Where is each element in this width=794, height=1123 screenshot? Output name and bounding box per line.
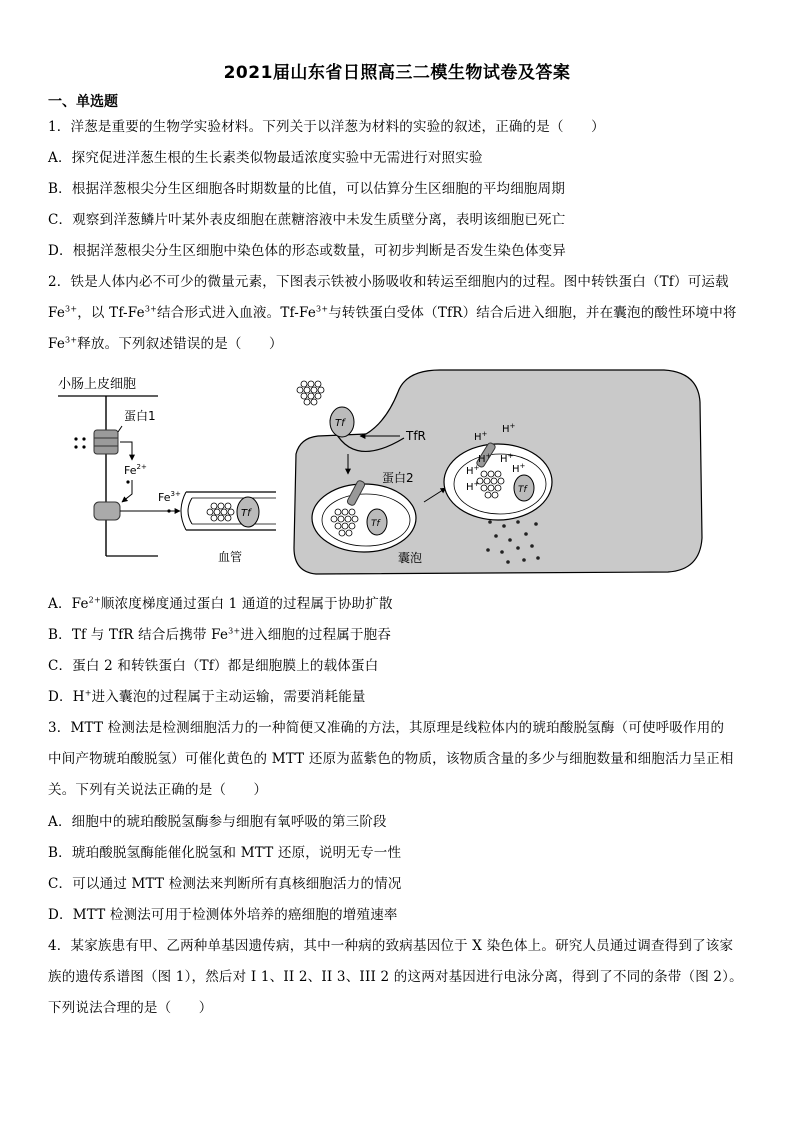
q2-option-d: D．H+进入囊泡的过程属于主动运输，需要消耗能量 — [48, 688, 366, 705]
q1-option-d: D．根据洋葱根尖分生区细胞中染色体的形态或数量，可初步判断是否发生染色体变异 — [48, 243, 566, 259]
q2-option-c: C．蛋白 2 和转铁蛋白（Tf）都是细胞膜上的载体蛋白 — [48, 658, 379, 674]
label-protein2: 蛋白2 — [382, 471, 414, 485]
q3-option-c: C．可以通过 MTT 检测法来判断所有真核细胞活力的情况 — [48, 876, 402, 892]
q2-stem-line3: $Fe^{3+}$释放。下列叙述错误的是（ ） — [48, 335, 283, 352]
label-tf-bound: Tf — [335, 418, 345, 429]
iron-transport-figure — [48, 362, 748, 582]
label-fe2: $Fe^{2+}$ — [124, 463, 147, 477]
svg-text:H+: H+ — [466, 464, 480, 477]
q4-stem-line1: 4．某家族患有甲、乙两种单基因遗传病，其中一种病的致病基因位于 X 染色体上。研究人员通过调查得到了该家 — [48, 938, 734, 954]
section-heading: 一、单选题 — [48, 94, 118, 110]
label-intestinal-cell: 小肠上皮细胞 — [58, 377, 137, 392]
svg-text:Tf: Tf — [518, 485, 527, 495]
basolateral-transporter — [94, 502, 120, 520]
q1-option-c: C．观察到洋葱鳞片叶某外表皮细胞在蔗糖溶液中未发生质壁分离，表明该细胞已死亡 — [48, 212, 566, 228]
svg-text:H+: H+ — [500, 452, 514, 465]
q4-stem-line3: 下列说法合理的是（ ） — [48, 1000, 213, 1016]
q1-option-b: B．根据洋葱根尖分生区细胞各时期数量的比值，可以估算分生区细胞的平均细胞周期 — [48, 181, 566, 197]
label-tf-vessel: Tf — [241, 508, 251, 519]
q2-stem-line1: 2．铁是人体内必不可少的微量元素，下图表示铁被小肠吸收和转运至细胞内的过程。图中转铁蛋白（Tf）可运载 — [48, 274, 729, 290]
label-vesicle: 囊泡 — [398, 551, 423, 565]
q2-option-b: B．Tf 与 TfR 结合后携带 $Fe^{3+}$进入细胞的过程属于胞吞 — [48, 626, 392, 643]
q3-option-a: A．细胞中的琥珀酸脱氢酶参与细胞有氧呼吸的第三阶段 — [48, 814, 387, 830]
q2-option-a: A．$Fe^{2+}$顺浓度梯度通过蛋白 1 通道的过程属于协助扩散 — [48, 595, 393, 612]
protein1-channel — [94, 430, 118, 454]
q1-option-a: A．探究促进洋葱生根的生长素类似物最适浓度实验中无需进行对照实验 — [48, 150, 483, 166]
svg-text:Tf: Tf — [371, 519, 380, 529]
q3-option-d: D．MTT 检测法可用于检测体外培养的癌细胞的增殖速率 — [48, 907, 398, 923]
q3-option-b: B．琥珀酸脱氢酶能催化脱氢和 MTT 还原，说明无专一性 — [48, 845, 402, 861]
label-blood-vessel: 血管 — [218, 550, 243, 564]
label-fe3: $Fe^{3+}$ — [158, 490, 181, 504]
q2-stem-line2: $Fe^{3+}$，以 $Tf-Fe^{3+}$结合形式进入血液。$Tf-Fe^{3+}$与转铁蛋白受体（TfR）结合后进入细胞，并在囊泡的酸性环境中将 — [48, 304, 737, 321]
iron-cluster-vessel — [207, 503, 234, 521]
svg-text:H+: H+ — [466, 480, 480, 493]
page-title: 2021届山东省日照高三二模生物试卷及答案 — [223, 63, 571, 83]
svg-text:H+: H+ — [502, 422, 516, 435]
q3-stem-line3: 关。下列有关说法正确的是（ ） — [48, 782, 268, 798]
q3-stem-line1: 3．MTT 检测法是检测细胞活力的一种简便又准确的方法，其原理是线粒体内的琥珀酸脱氢酶（可使呼吸作用的 — [48, 720, 725, 736]
svg-text:H+: H+ — [512, 462, 526, 475]
svg-text:H+: H+ — [474, 430, 488, 443]
iron-cluster-outside — [297, 381, 324, 405]
q4-stem-line2: 族的遗传系谱图（图 1），然后对 I 1、II 2、II 3、III 2 的这两对基因进行电泳分离，得到了不同的条带（图 2）。 — [48, 969, 743, 985]
q1-stem: 1．洋葱是重要的生物学实验材料。下列关于以洋葱为材料的实验的叙述，正确的是（ ） — [48, 119, 605, 135]
svg-text:H+: H+ — [478, 452, 492, 465]
q3-stem-line2: 中间产物琥珀酸脱氢）可催化黄色的 MTT 还原为蓝紫色的物质，该物质含量的多少与细胞数量和细胞活力呈正相 — [48, 751, 734, 767]
label-protein1: 蛋白1 — [124, 409, 156, 423]
label-tfr: TfR — [406, 429, 426, 443]
